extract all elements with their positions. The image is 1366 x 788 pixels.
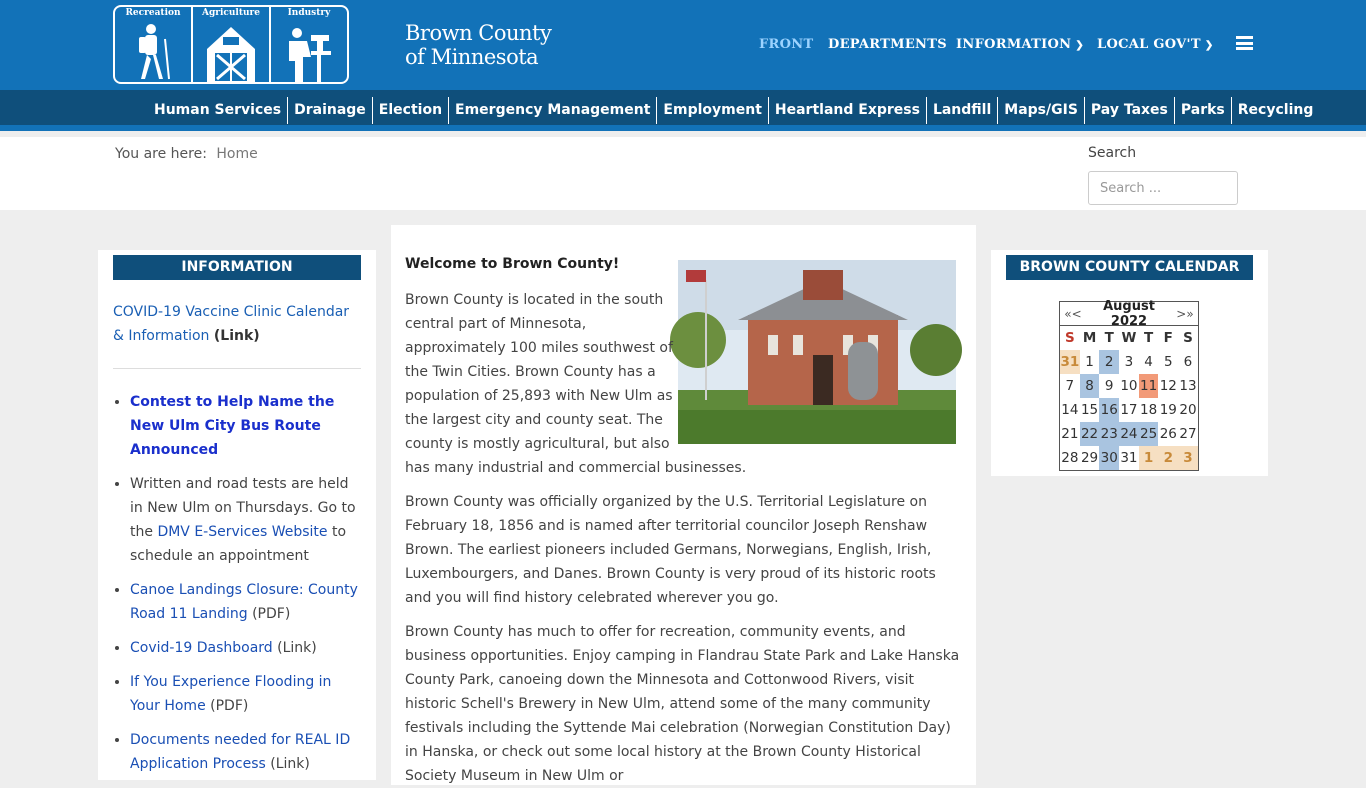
weekday-label: F: [1163, 330, 1173, 346]
chevron-down-icon: ❯: [1204, 40, 1214, 51]
news-item: [130, 728, 362, 776]
search-input[interactable]: [1088, 171, 1238, 205]
nav-front[interactable]: FRONT: [759, 37, 814, 52]
chevron-down-icon: ❯: [1075, 40, 1085, 51]
calendar-day[interactable]: 3: [1178, 446, 1198, 470]
logo-caption-agriculture: Agriculture: [201, 8, 261, 18]
news-text: Written and road tests are held in New Ulm on Thursdays. Go to the: [130, 476, 356, 540]
calendar-day[interactable]: 17: [1120, 402, 1138, 418]
quick-link-human-services[interactable]: Human Services: [148, 97, 288, 124]
breadcrumb-strip: [0, 137, 1366, 210]
news-link-dmv[interactable]: DMV E-Services Website: [157, 524, 328, 540]
quick-links-bar: [0, 90, 1366, 131]
logo-caption-recreation: Recreation: [125, 8, 181, 18]
history-paragraph: Brown County was officially organized by the U.S. Territorial Legislature on February 18, 1856 and is named after territorial councilor Joseph Renshaw Brown. The earliest pioneers included Germans, Norwegians, English, Irish, Luxembourgers, and Danes. Brown County is very proud of its historic roots and you will find history celebrated wherever you go.: [405, 494, 936, 606]
calendar-panel: [991, 250, 1268, 476]
calendar-day[interactable]: 8: [1080, 374, 1100, 398]
news-link-flooding[interactable]: If You Experience Flooding in Your Home: [130, 674, 332, 714]
weekday-label: W: [1121, 330, 1137, 346]
calendar-day[interactable]: 2: [1099, 350, 1119, 374]
covid-vaccine-suffix: (Link): [213, 328, 260, 344]
logo-caption-industry: Industry: [287, 8, 331, 18]
news-suffix: (Link): [272, 640, 317, 656]
calendar-header: [1060, 298, 1198, 329]
calendar-day[interactable]: 10: [1120, 378, 1138, 394]
weekday-label: M: [1082, 330, 1097, 346]
mini-calendar: [1059, 298, 1199, 471]
weekday-label: T: [1143, 330, 1154, 346]
news-suffix: (PDF): [205, 698, 249, 714]
weekday-label: S: [1064, 330, 1075, 346]
news-link-covid-dashboard[interactable]: Covid-19 Dashboard: [130, 640, 273, 656]
main-content: [391, 225, 976, 785]
quick-link-drainage[interactable]: Drainage: [288, 97, 373, 124]
breadcrumb-home: Home: [216, 146, 258, 162]
covid-vaccine-link[interactable]: COVID-19 Vaccine Clinic Calendar & Information: [113, 304, 350, 344]
search-label: Search: [1088, 145, 1137, 161]
news-link-real-id[interactable]: Documents needed for REAL ID Application Process: [130, 732, 351, 772]
quick-link-election[interactable]: Election: [373, 97, 449, 124]
news-item: [130, 636, 362, 660]
calendar-day[interactable]: 26: [1159, 426, 1177, 442]
recreation-paragraph: Brown County has much to offer for recreation, community events, and business opportunities. Enjoy camping in Flandrau State Park and Lake Hanska County Park, canoeing down the Minnesota and Cottonwood Rivers, visit historic Schell's Brewery in New Ulm, attend some of the many community festivals including the Syttende Mai celebration (Norwegian Constitution Day) in Hanska, or check out some local history at the Brown County Historical Society Museum in New Ulm or: [405, 624, 960, 784]
covid-vaccine-item: [113, 300, 361, 348]
calendar-day[interactable]: 30: [1099, 446, 1119, 470]
quick-link-maps-gis[interactable]: Maps/GIS: [998, 97, 1085, 124]
calendar-day[interactable]: 15: [1080, 402, 1099, 418]
calendar-day[interactable]: 31: [1120, 450, 1138, 466]
nav-information[interactable]: [956, 37, 1084, 52]
calendar-day[interactable]: 28: [1061, 450, 1079, 466]
quick-link-pay-taxes[interactable]: Pay Taxes: [1085, 97, 1175, 124]
calendar-day[interactable]: 18: [1140, 402, 1158, 418]
calendar-day[interactable]: 25: [1139, 422, 1159, 446]
calendar-day[interactable]: 2: [1158, 446, 1178, 470]
nav-local-govt-label: LOCAL GOV'T: [1097, 37, 1201, 52]
nav-departments[interactable]: DEPARTMENTS: [828, 37, 947, 52]
quick-link-recycling[interactable]: Recycling: [1237, 102, 1314, 118]
calendar-day[interactable]: 24: [1119, 422, 1139, 446]
weekday-label: S: [1183, 330, 1193, 346]
nav-information-label: INFORMATION: [956, 37, 1072, 52]
news-item: [130, 390, 362, 462]
calendar-day[interactable]: 14: [1061, 402, 1079, 418]
news-item: [130, 472, 362, 568]
calendar-day[interactable]: 11: [1139, 374, 1159, 398]
news-suffix: (Link): [265, 756, 310, 772]
news-item: [130, 670, 362, 718]
news-text: to schedule an appointment: [130, 524, 347, 564]
news-list: [130, 390, 362, 786]
calendar-month-label: August 2022: [1103, 298, 1155, 329]
calendar-day[interactable]: 29: [1080, 450, 1099, 466]
calendar-day[interactable]: 3: [1124, 354, 1134, 370]
site-name-line1: Brown County: [405, 21, 552, 45]
intro-paragraph: Brown County is located in the south central part of Minnesota, approximately 100 miles southwest of the Twin Cities. Brown County has a population of 25,893 with New Ulm as the largest city and county seat. The county is mostly agricultural, but also: [405, 292, 673, 452]
information-panel-title: INFORMATION: [113, 255, 361, 280]
nav-local-govt[interactable]: [1097, 37, 1214, 52]
news-link-bus-route[interactable]: Contest to Help Name the New Ulm City Bus Route Announced: [130, 394, 335, 458]
prev-month-button[interactable]: «<: [1064, 306, 1082, 321]
next-month-button[interactable]: >»: [1176, 306, 1194, 321]
calendar-day[interactable]: 1: [1085, 354, 1094, 370]
calendar-day[interactable]: 5: [1163, 354, 1173, 370]
breadcrumb-prefix: You are here:: [115, 146, 207, 162]
welcome-heading: Welcome to Brown County!: [405, 256, 620, 272]
calendar-day[interactable]: 6: [1183, 354, 1193, 370]
quick-link-landfill[interactable]: Landfill: [927, 97, 998, 124]
calendar-day[interactable]: 12: [1159, 378, 1177, 394]
calendar-day[interactable]: 1: [1139, 446, 1159, 470]
site-header: [0, 0, 1366, 90]
calendar-day[interactable]: 27: [1179, 426, 1197, 442]
calendar-day[interactable]: 16: [1099, 398, 1119, 422]
calendar-day[interactable]: 9: [1104, 378, 1114, 394]
news-suffix: (PDF): [247, 606, 291, 622]
calendar-grid: [1060, 326, 1198, 470]
breadcrumb: [115, 146, 258, 162]
calendar-day[interactable]: 22: [1080, 422, 1100, 446]
divider: [113, 368, 361, 369]
news-item: [130, 578, 362, 626]
calendar-day[interactable]: 13: [1179, 378, 1197, 394]
weekday-label: T: [1104, 330, 1114, 346]
hamburger-icon[interactable]: [1236, 36, 1253, 50]
calendar-day[interactable]: 31: [1060, 350, 1080, 374]
calendar-day[interactable]: 19: [1159, 402, 1177, 418]
main-nav: [0, 37, 1366, 57]
calendar-day[interactable]: 21: [1061, 426, 1079, 442]
calendar-day[interactable]: 23: [1099, 422, 1119, 446]
intro-paragraph-tail: has many industrial and commercial businesses.: [405, 460, 747, 476]
quick-link-emergency-management[interactable]: Emergency Management: [449, 97, 657, 124]
quick-link-parks[interactable]: Parks: [1175, 97, 1232, 124]
calendar-day[interactable]: 4: [1144, 354, 1153, 370]
calendar-day[interactable]: 7: [1065, 378, 1075, 394]
site-name-line2: of Minnesota: [405, 45, 539, 69]
quick-link-employment[interactable]: Employment: [657, 97, 768, 124]
information-panel: [98, 250, 376, 780]
quick-link-heartland-express[interactable]: Heartland Express: [769, 97, 927, 124]
news-link-canoe-landings[interactable]: Canoe Landings Closure: County Road 11 Landing: [130, 582, 358, 622]
courthouse-photo: [678, 260, 956, 444]
calendar-panel-title: BROWN COUNTY CALENDAR: [1006, 255, 1253, 280]
calendar-day[interactable]: 20: [1179, 402, 1197, 418]
